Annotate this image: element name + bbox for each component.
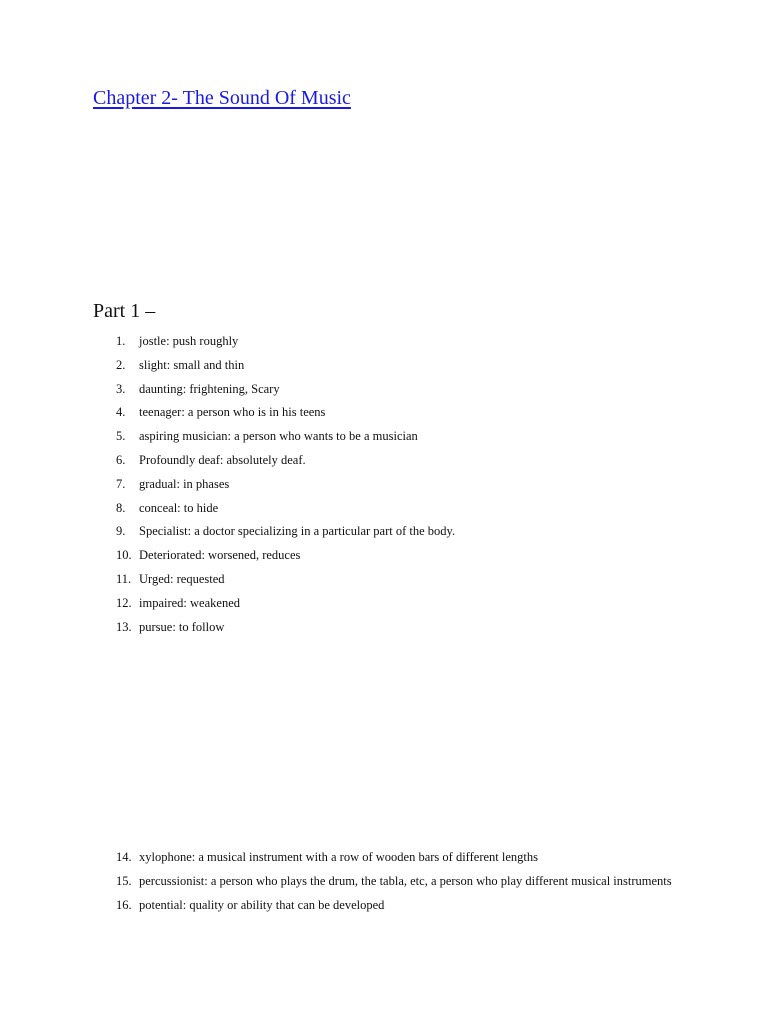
- item-number: 15.: [116, 873, 132, 888]
- item-text: teenager: a person who is in his teens: [139, 405, 326, 420]
- item-text: percussionist: a person who plays the drum, the tabla, etc, a person who play different musical instruments: [139, 873, 672, 888]
- page-title[interactable]: Chapter 2- The Sound Of Music: [93, 87, 351, 109]
- item-text: pursue: to follow: [139, 619, 225, 634]
- item-text: Urged: requested: [139, 571, 225, 586]
- item-text: Specialist: a doctor specializing in a particular part of the body.: [139, 524, 456, 539]
- list-item: [0, 497, 699, 521]
- item-text: Deteriorated: worsened, reduces: [139, 548, 301, 563]
- list-item: [0, 568, 699, 592]
- list-item: [0, 330, 699, 354]
- section-heading: Part 1 –: [93, 300, 156, 322]
- item-number: 14.: [116, 850, 132, 864]
- item-text: conceal: to hide: [139, 500, 219, 515]
- list-item: [0, 449, 699, 473]
- list-item: [0, 846, 699, 870]
- item-text: xylophone: a musical instrument with a row of wooden bars of different lengths: [139, 850, 538, 864]
- list-item: [0, 401, 699, 425]
- list-item: [0, 473, 699, 497]
- item-text: slight: small and thin: [139, 357, 245, 372]
- item-number: 12.: [116, 595, 132, 610]
- item-number: 16.: [116, 897, 132, 912]
- item-number: 11.: [116, 571, 132, 586]
- item-number: 3.: [116, 381, 126, 396]
- item-number: 9.: [116, 524, 126, 539]
- item-number: 1.: [116, 334, 126, 348]
- list-item: [0, 544, 699, 568]
- item-number: 7.: [116, 476, 126, 491]
- item-text: Profoundly deaf: absolutely deaf.: [139, 452, 306, 467]
- item-text: jostle: push roughly: [139, 334, 239, 348]
- list-item: [0, 520, 699, 544]
- list-item: [0, 592, 699, 616]
- item-number: 6.: [116, 452, 126, 467]
- list-item: [0, 378, 699, 402]
- item-text: aspiring musician: a person who wants to be a musician: [139, 429, 418, 444]
- item-number: 10.: [116, 548, 132, 563]
- list-item: [0, 354, 699, 378]
- item-number: 4.: [116, 405, 126, 420]
- list-item: [0, 894, 699, 918]
- item-text: gradual: in phases: [139, 476, 230, 491]
- item-text: daunting: frightening, Scary: [139, 381, 280, 396]
- list-item: [0, 616, 699, 640]
- item-number: 2.: [116, 357, 126, 372]
- item-text: potential: quality or ability that can be developed: [139, 897, 385, 912]
- item-text: impaired: weakened: [139, 595, 240, 610]
- vocabulary-list-part-a: [0, 330, 699, 639]
- item-number: 13.: [116, 619, 132, 634]
- item-number: 8.: [116, 500, 126, 515]
- list-item: [0, 870, 699, 894]
- item-number: 5.: [116, 429, 126, 444]
- list-item: [0, 425, 699, 449]
- vocabulary-list-part-b: [0, 846, 699, 917]
